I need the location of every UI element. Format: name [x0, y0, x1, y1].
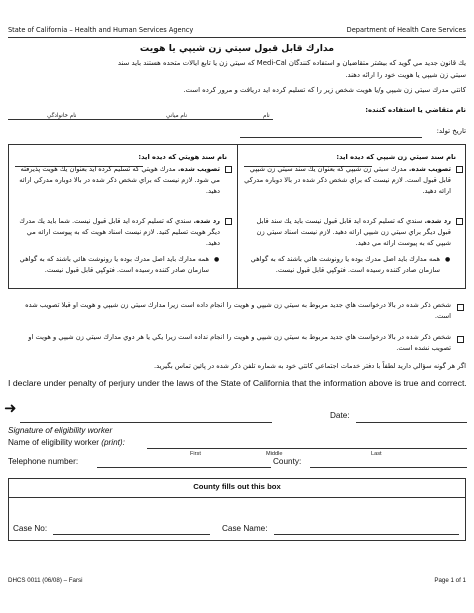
- column-divider: [237, 144, 238, 289]
- identity-accepted-title: تصويب شده.: [177, 165, 220, 173]
- first-name-caption: نام: [263, 113, 270, 119]
- identity-doc-header: نام سند هويتي كه ديده ايد:: [138, 153, 227, 161]
- date-line[interactable]: [356, 422, 467, 423]
- worker-middle-caption: Middle: [266, 451, 283, 457]
- citizenship-accepted-body: مدرك سيتي زن شيپي كه بعنوان يك سند سيتي زن شيپي قابل قبول است. لازم نيست كه براي شخص ذكر شده در بالا دوباره مدركي ارائه دهيد.: [244, 165, 451, 195]
- case-name-line[interactable]: [274, 534, 459, 535]
- signature-caption: Signature of eligibility worker: [8, 426, 113, 435]
- worker-last-caption: Last: [371, 451, 382, 457]
- middle-name-caption: نام مياني: [166, 113, 188, 119]
- worker-name-label-note: (print):: [101, 438, 125, 447]
- docs-approved-statement: شخص ذكر شده در بالا درخواست هاي جديد مربوط به سيتي زن شيپي و هويت را انجام داده است زيرا مدارك سيتي زن شيپي و هويت او قبلا تصويب شده است.: [25, 301, 451, 320]
- docs-not-approved-checkbox[interactable]: [457, 336, 464, 343]
- docs-not-approved-statement: شخص ذكر شده در بالا درخواست هاي جديد مربوط به سيتي زن شيپي و هويت را انجام نداده است زيرا يكي يا هر دوي مدارك سيتي زن شيپي و هويت او تصويب نشده است.: [28, 333, 451, 352]
- form-id: DHCS 0011 (06/08) – Farsi: [8, 577, 83, 584]
- citizenship-doc-header: نام سند سيتي زن شيپي كه ديده ايد:: [336, 153, 456, 161]
- identity-bullet: همه مدارك بايد اصل مدرك بوده يا رونوشت هائي باشند كه به گواهي سازمان صادر كننده رسيده است. فتوكپي قابل قبول نيست.: [19, 255, 209, 274]
- docs-approved-checkbox[interactable]: [457, 304, 464, 311]
- citizenship-rejected-checkbox[interactable]: [456, 218, 463, 225]
- county-label: County:: [273, 457, 302, 466]
- citizenship-accepted-checkbox[interactable]: [456, 166, 463, 173]
- citizenship-rejected-body: سندي كه تسليم كرده ايد قابل قبول نيست بايد يك سند قابل قبول ديگر براي سيتي زن شيپي ارائه دهيد. لازم نيست اسناد سيتي زن شيپي كه به پيوست ارائه مي دهيد.: [256, 217, 451, 247]
- intro-paragraph: [8, 58, 466, 97]
- intro-line-3: كانتي مدرك سيتي زن شيپي و/يا هويت شخص زير را كه تسليم كرده ايد دريافت و مرور كرده است.: [183, 86, 466, 95]
- identity-rejected-text: [15, 216, 220, 248]
- case-no-line[interactable]: [53, 534, 210, 535]
- date-label: Date:: [330, 411, 350, 420]
- worker-first-caption: First: [190, 451, 201, 457]
- case-no-label: Case No:: [13, 524, 48, 533]
- identity-rejected-checkbox[interactable]: [225, 218, 232, 225]
- intro-line-1: يك قانون جديد مي گويد كه بيشتر متقاضيان و استفاده كنندگان Medi-Cal كه سيتي زن يا تابع ايالات متحده هستند بايد سند: [117, 59, 466, 67]
- citizenship-accepted-text: [244, 164, 451, 196]
- header-divider: [8, 37, 466, 38]
- identity-rejected-body: سندي كه تسليم كرده ايد قابل قبول نيست. شما بايد يك مدرك ديگر هويت تسليم كنيد. لازم نيست اسناد هويت كه به پيوست ارائه مي دهيد.: [19, 217, 220, 247]
- citizenship-rejected-text: [244, 216, 451, 248]
- worker-name-label: [8, 438, 125, 447]
- citizenship-accepted-title: تصويب شده.: [408, 165, 451, 173]
- intro-line-2: سيتي زن شيپي يا هويت خود را ارائه دهند.: [345, 70, 466, 79]
- worker-name-line[interactable]: [147, 448, 467, 449]
- department-name: Department of Health Care Services: [346, 26, 466, 34]
- telephone-label: Telephone number:: [8, 457, 79, 466]
- contact-statement: اگر هر گونه سؤالي داريد لطفاً با دفتر خدمات اجتماعي كانتي خود به شماره تلفن ذكر شده در پائين تماس بگيريد.: [154, 362, 466, 370]
- county-line[interactable]: [310, 467, 467, 468]
- citizenship-bullet: همه مدارك بايد اصل مدرك بوده يا رونوشت هائي باشند كه به گواهي سازمان صادر كننده رسيده است. فتوكپي قابل قبول نيست.: [250, 255, 440, 274]
- worker-name-label-text: Name of eligibility worker: [8, 438, 102, 447]
- county-box-divider: [8, 497, 466, 498]
- dob-label: تاريخ تولد:: [436, 127, 466, 135]
- perjury-declaration: I declare under penalty of perjury under the laws of the State of California that the information above is true and correct.: [8, 378, 467, 388]
- identity-accepted-checkbox[interactable]: [225, 166, 232, 173]
- last-name-caption: نام خانوادگي: [47, 113, 77, 119]
- citizenship-bullet-dot: ●: [445, 256, 451, 263]
- signature-line[interactable]: [20, 422, 272, 423]
- identity-bullet-dot: ●: [214, 256, 220, 263]
- applicant-name-label: نام متقاضي يا استفاده كننده:: [365, 106, 466, 114]
- agency-name: State of California – Health and Human Services Agency: [8, 26, 194, 34]
- county-box-title: County fills out this box: [193, 482, 281, 491]
- identity-accepted-body: مدرك هويتي كه تسليم كرده ايد بعنوان يك هويت پذيرفته مي شود. لازم نيست كه براي شخص ذكر شده در بالا دوباره مدركي ارائه دهيد.: [19, 165, 220, 195]
- page-number: Page 1 of 1: [434, 577, 466, 584]
- identity-rejected-title: رد شده.: [193, 217, 220, 225]
- telephone-line[interactable]: [97, 467, 271, 468]
- signature-arrow-icon: ➜: [4, 399, 17, 417]
- case-name-label: Case Name:: [222, 524, 268, 533]
- page-title: مدارك قابل قبول سيتي زن شيپي يا هويت: [139, 43, 335, 54]
- applicant-name-line[interactable]: [8, 119, 273, 120]
- identity-accepted-text: [15, 164, 220, 196]
- citizenship-rejected-title: رد شده.: [424, 217, 451, 225]
- dob-line[interactable]: [240, 137, 422, 138]
